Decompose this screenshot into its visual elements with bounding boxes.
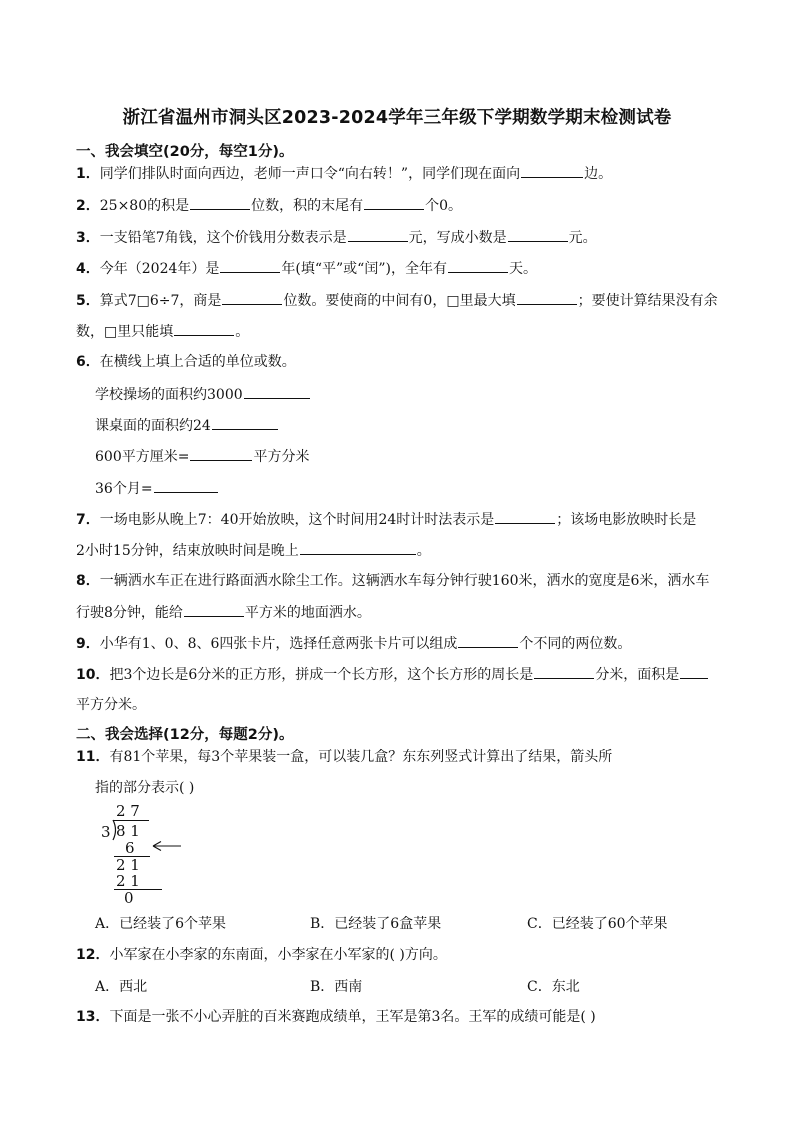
question-text: 课桌面的面积约24 xyxy=(95,418,211,434)
question-text: 600平方厘米= xyxy=(95,449,190,465)
question-12 xyxy=(76,945,447,965)
answer-blank[interactable] xyxy=(184,602,244,617)
question-8 xyxy=(76,571,709,591)
question-5 xyxy=(76,290,718,311)
division-rule xyxy=(114,889,162,890)
question-2 xyxy=(76,195,462,216)
question-text: 天。 xyxy=(508,261,537,277)
question-7 xyxy=(76,509,696,530)
division-step-3: 2 1 xyxy=(116,872,140,890)
option-b[interactable]: B．西南 xyxy=(310,979,363,995)
question-text: 小华有1、0、8、6四张卡片，选择任意两张卡片可以组成 xyxy=(99,636,458,652)
answer-blank[interactable] xyxy=(154,478,218,493)
question-11-continued xyxy=(95,778,194,798)
division-step-2: 2 1 xyxy=(116,856,140,874)
option-c[interactable]: C．已经装了60个苹果 xyxy=(527,916,668,932)
question-6-item-4 xyxy=(95,478,219,499)
answer-blank[interactable] xyxy=(300,540,416,555)
question-7-continued xyxy=(76,540,431,561)
question-text: 把3个边长是6分米的正方形，拼成一个长方形，这个长方形的周长是 xyxy=(109,667,534,683)
question-10-continued xyxy=(76,695,146,715)
question-6 xyxy=(76,352,296,372)
option-c[interactable]: C．东北 xyxy=(527,979,580,995)
answer-blank[interactable] xyxy=(212,415,278,430)
answer-blank[interactable] xyxy=(534,664,594,679)
question-number: 7． xyxy=(76,512,100,528)
question-number: 4． xyxy=(76,261,100,277)
question-text: 。 xyxy=(235,324,250,340)
answer-blank[interactable] xyxy=(222,290,282,305)
question-text: 今年（2024年）是 xyxy=(99,261,220,277)
page-title: 浙江省温州市洞头区2023-2024学年三年级下学期数学期末检测试卷 xyxy=(122,108,672,128)
question-9 xyxy=(76,633,631,654)
option-a[interactable]: A．已经装了6个苹果 xyxy=(95,916,227,932)
question-text: 36个月= xyxy=(95,481,153,497)
question-number: 11． xyxy=(76,749,110,765)
question-5-continued xyxy=(76,321,249,342)
answer-blank[interactable] xyxy=(190,195,250,210)
question-number: 13． xyxy=(76,1009,110,1025)
arrow-icon xyxy=(150,840,182,852)
question-8-continued xyxy=(76,602,371,623)
question-text: 一支铅笔7角钱，这个价钱用分数表示是 xyxy=(99,230,347,246)
question-6-item-3 xyxy=(95,446,309,467)
question-text: ；该场电影放映时长是 xyxy=(556,512,697,528)
question-text: 小军家在小李家的东南面，小李家在小军家的( )方向。 xyxy=(109,947,447,963)
question-text: 下面是一张不小心弄脏的百米赛跑成绩单，王军是第3名。王军的成绩可能是( ) xyxy=(109,1009,596,1025)
question-6-item-2 xyxy=(95,415,279,436)
section-fill-blank-heading: 一、我会填空(20分，每空1分)。 xyxy=(76,144,294,160)
question-text: 个不同的两位数。 xyxy=(519,636,632,652)
answer-blank[interactable] xyxy=(190,446,252,461)
question-number: 2． xyxy=(76,198,100,214)
division-step-1: 6 xyxy=(125,839,135,857)
answer-blank[interactable] xyxy=(348,227,408,242)
question-text: 2小时15分钟，结束放映时间是晚上 xyxy=(76,543,299,559)
answer-blank[interactable] xyxy=(521,163,583,178)
answer-blank[interactable] xyxy=(517,290,577,305)
question-6-item-1 xyxy=(95,384,311,405)
answer-blank[interactable] xyxy=(220,258,280,273)
question-text: 年(填“平”或“闰”)，全年有 xyxy=(281,261,447,277)
answer-blank[interactable] xyxy=(680,664,708,679)
division-divisor: 3 xyxy=(101,823,111,841)
question-text: 算式7□6÷7，商是 xyxy=(99,293,222,309)
question-text: 。 xyxy=(416,543,431,559)
answer-blank[interactable] xyxy=(244,384,310,399)
question-text: 一辆洒水车正在进行路面洒水除尘工作。这辆洒水车每分钟行驶160米，洒水的宽度是6米，洒水车 xyxy=(99,573,710,589)
question-text: 平方分米。 xyxy=(76,697,146,713)
question-text: 同学们排队时面向西边，老师一声口令“向右转！”，同学们现在面向 xyxy=(99,166,521,182)
question-text: 指的部分表示( ) xyxy=(95,780,195,796)
question-text: ；要使计算结果没有余 xyxy=(577,293,718,309)
question-text: 个0。 xyxy=(425,198,463,214)
question-1 xyxy=(76,163,612,184)
option-a[interactable]: A．西北 xyxy=(95,979,148,995)
question-text: 学校操场的面积约3000 xyxy=(95,387,243,403)
question-13 xyxy=(76,1007,596,1027)
question-number: 6． xyxy=(76,354,100,370)
question-number: 1． xyxy=(76,166,100,182)
answer-blank[interactable] xyxy=(174,321,234,336)
question-4 xyxy=(76,258,537,279)
question-number: 12． xyxy=(76,947,110,963)
answer-blank[interactable] xyxy=(364,195,424,210)
question-10 xyxy=(76,664,709,685)
question-text: 在横线上填上合适的单位或数。 xyxy=(99,354,296,370)
division-quotient: 2 7 xyxy=(116,802,140,820)
question-11 xyxy=(76,747,612,767)
answer-blank[interactable] xyxy=(448,258,508,273)
long-division-figure xyxy=(100,800,190,907)
question-text: 一场电影从晚上7：40开始放映，这个时间用24时计时法表示是 xyxy=(99,512,495,528)
question-text: 平方米的地面洒水。 xyxy=(244,605,371,621)
answer-blank[interactable] xyxy=(458,633,518,648)
answer-blank[interactable] xyxy=(495,509,555,524)
question-text: 位数。要使商的中间有0，□里最大填 xyxy=(283,293,516,309)
question-text: 元，写成小数是 xyxy=(408,230,507,246)
question-text: 有81个苹果，每3个苹果装一盒，可以装几盒？东东列竖式计算出了结果，箭头所 xyxy=(109,749,613,765)
question-number: 10． xyxy=(76,667,110,683)
question-number: 5． xyxy=(76,293,100,309)
question-text: 数，□里只能填 xyxy=(76,324,174,340)
question-number: 3． xyxy=(76,230,100,246)
section-choice-heading: 二、我会选择(12分，每题2分)。 xyxy=(76,727,294,743)
question-text: 分米，面积是 xyxy=(595,667,680,683)
question-text: 平方分米 xyxy=(253,449,310,465)
question-number: 9． xyxy=(76,636,100,652)
question-text: 位数，积的末尾有 xyxy=(251,198,364,214)
option-b[interactable]: B．已经装了6盒苹果 xyxy=(310,916,442,932)
question-number: 8． xyxy=(76,573,100,589)
question-text: 25×80的积是 xyxy=(99,198,190,214)
question-text: 行驶8分钟，能给 xyxy=(76,605,183,621)
question-3 xyxy=(76,227,597,248)
question-text: 边。 xyxy=(584,166,613,182)
division-dividend: 8 1 xyxy=(116,822,140,840)
division-remainder: 0 xyxy=(124,889,134,907)
answer-blank[interactable] xyxy=(508,227,568,242)
question-text: 元。 xyxy=(568,230,597,246)
